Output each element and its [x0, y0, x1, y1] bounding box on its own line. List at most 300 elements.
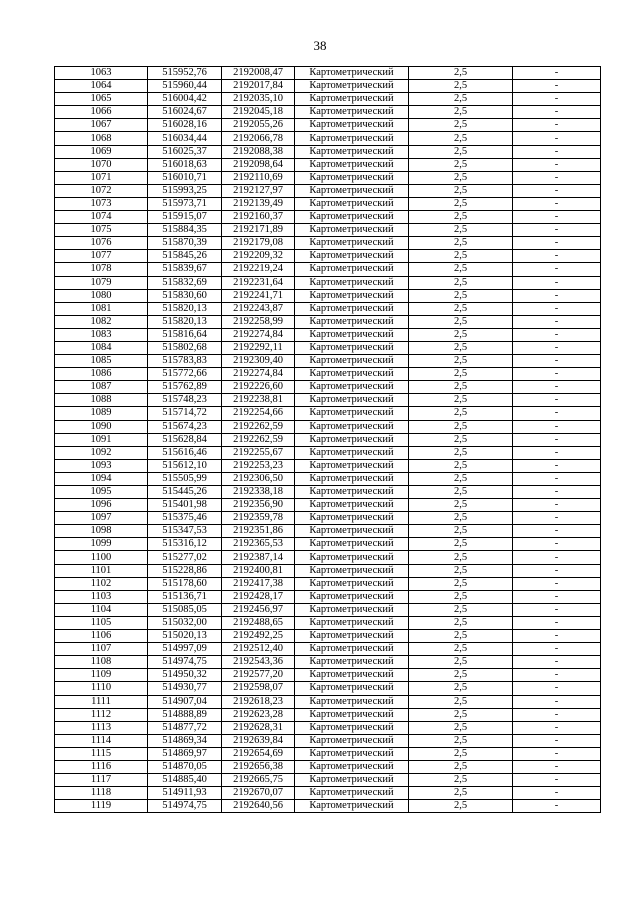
accuracy-cell: 2,5 [409, 721, 513, 734]
table-row [55, 368, 601, 381]
accuracy-cell: 2,5 [409, 355, 513, 368]
method-cell: Картометрический [295, 67, 409, 80]
point-number-cell: 1077 [55, 250, 148, 263]
y-coordinate-cell: 2192274,84 [222, 368, 295, 381]
x-coordinate-cell: 514869,34 [148, 734, 222, 747]
method-cell: Картометрический [295, 211, 409, 224]
x-coordinate-cell: 516024,67 [148, 106, 222, 119]
method-cell: Картометрический [295, 643, 409, 656]
y-coordinate-cell: 2192066,78 [222, 132, 295, 145]
y-coordinate-cell: 2192359,78 [222, 512, 295, 525]
x-coordinate-cell: 515375,46 [148, 512, 222, 525]
table-row [55, 708, 601, 721]
accuracy-cell: 2,5 [409, 263, 513, 276]
table-row [55, 315, 601, 328]
x-coordinate-cell: 515870,39 [148, 237, 222, 250]
table-row [55, 800, 601, 813]
x-coordinate-cell: 516004,42 [148, 93, 222, 106]
x-coordinate-cell: 514974,75 [148, 656, 222, 669]
accuracy-cell: 2,5 [409, 224, 513, 237]
method-cell: Картометрический [295, 577, 409, 590]
x-coordinate-cell: 515612,10 [148, 459, 222, 472]
accuracy-cell: 2,5 [409, 787, 513, 800]
y-coordinate-cell: 2192640,56 [222, 800, 295, 813]
description-cell: - [513, 197, 601, 210]
x-coordinate-cell: 515820,13 [148, 315, 222, 328]
accuracy-cell: 2,5 [409, 512, 513, 525]
method-cell: Картометрический [295, 656, 409, 669]
x-coordinate-cell: 514950,32 [148, 669, 222, 682]
y-coordinate-cell: 2192262,59 [222, 420, 295, 433]
point-number-cell: 1080 [55, 289, 148, 302]
table-row [55, 67, 601, 80]
description-cell: - [513, 486, 601, 499]
accuracy-cell: 2,5 [409, 184, 513, 197]
description-cell: - [513, 616, 601, 629]
method-cell: Картометрический [295, 341, 409, 354]
accuracy-cell: 2,5 [409, 551, 513, 564]
method-cell: Картометрический [295, 538, 409, 551]
accuracy-cell: 2,5 [409, 590, 513, 603]
accuracy-cell: 2,5 [409, 616, 513, 629]
y-coordinate-cell: 2192055,26 [222, 119, 295, 132]
description-cell: - [513, 630, 601, 643]
point-number-cell: 1089 [55, 407, 148, 420]
table-row [55, 787, 601, 800]
description-cell: - [513, 224, 601, 237]
y-coordinate-cell: 2192110,69 [222, 171, 295, 184]
table-row [55, 525, 601, 538]
description-cell: - [513, 368, 601, 381]
method-cell: Картометрический [295, 145, 409, 158]
table-row [55, 512, 601, 525]
method-cell: Картометрический [295, 171, 409, 184]
accuracy-cell: 2,5 [409, 630, 513, 643]
y-coordinate-cell: 2192356,90 [222, 499, 295, 512]
method-cell: Картометрический [295, 250, 409, 263]
point-number-cell: 1111 [55, 695, 148, 708]
point-number-cell: 1086 [55, 368, 148, 381]
description-cell: - [513, 774, 601, 787]
description-cell: - [513, 669, 601, 682]
table-row [55, 616, 601, 629]
point-number-cell: 1092 [55, 446, 148, 459]
y-coordinate-cell: 2192543,36 [222, 656, 295, 669]
description-cell: - [513, 276, 601, 289]
x-coordinate-cell: 515832,69 [148, 276, 222, 289]
method-cell: Картометрический [295, 551, 409, 564]
x-coordinate-cell: 515136,71 [148, 590, 222, 603]
x-coordinate-cell: 516025,37 [148, 145, 222, 158]
table-row [55, 211, 601, 224]
description-cell: - [513, 603, 601, 616]
point-number-cell: 1072 [55, 184, 148, 197]
point-number-cell: 1074 [55, 211, 148, 224]
table-row [55, 577, 601, 590]
accuracy-cell: 2,5 [409, 407, 513, 420]
table-row [55, 603, 601, 616]
method-cell: Картометрический [295, 381, 409, 394]
table-row [55, 355, 601, 368]
description-cell: - [513, 355, 601, 368]
point-number-cell: 1099 [55, 538, 148, 551]
table-row [55, 197, 601, 210]
y-coordinate-cell: 2192387,14 [222, 551, 295, 564]
table-row [55, 158, 601, 171]
x-coordinate-cell: 514885,40 [148, 774, 222, 787]
x-coordinate-cell: 516018,63 [148, 158, 222, 171]
point-number-cell: 1084 [55, 341, 148, 354]
point-number-cell: 1095 [55, 486, 148, 499]
point-number-cell: 1105 [55, 616, 148, 629]
method-cell: Картометрический [295, 263, 409, 276]
y-coordinate-cell: 2192598,07 [222, 682, 295, 695]
x-coordinate-cell: 515952,76 [148, 67, 222, 80]
table-row [55, 381, 601, 394]
table-row [55, 695, 601, 708]
y-coordinate-cell: 2192258,99 [222, 315, 295, 328]
accuracy-cell: 2,5 [409, 341, 513, 354]
method-cell: Картометрический [295, 420, 409, 433]
accuracy-cell: 2,5 [409, 472, 513, 485]
point-number-cell: 1119 [55, 800, 148, 813]
point-number-cell: 1091 [55, 433, 148, 446]
y-coordinate-cell: 2192639,84 [222, 734, 295, 747]
description-cell: - [513, 119, 601, 132]
y-coordinate-cell: 2192171,89 [222, 224, 295, 237]
table-row [55, 250, 601, 263]
y-coordinate-cell: 2192243,87 [222, 302, 295, 315]
point-number-cell: 1096 [55, 499, 148, 512]
y-coordinate-cell: 2192274,84 [222, 328, 295, 341]
table-row [55, 263, 601, 276]
method-cell: Картометрический [295, 630, 409, 643]
x-coordinate-cell: 515973,71 [148, 197, 222, 210]
point-number-cell: 1067 [55, 119, 148, 132]
table-row [55, 328, 601, 341]
accuracy-cell: 2,5 [409, 250, 513, 263]
x-coordinate-cell: 515820,13 [148, 302, 222, 315]
page-number: 38 [313, 38, 327, 53]
y-coordinate-cell: 2192309,40 [222, 355, 295, 368]
table-row [55, 630, 601, 643]
accuracy-cell: 2,5 [409, 368, 513, 381]
x-coordinate-cell: 515616,46 [148, 446, 222, 459]
y-coordinate-cell: 2192255,67 [222, 446, 295, 459]
accuracy-cell: 2,5 [409, 695, 513, 708]
description-cell: - [513, 656, 601, 669]
accuracy-cell: 2,5 [409, 643, 513, 656]
point-number-cell: 1078 [55, 263, 148, 276]
table-row [55, 132, 601, 145]
accuracy-cell: 2,5 [409, 774, 513, 787]
x-coordinate-cell: 515714,72 [148, 407, 222, 420]
description-cell: - [513, 328, 601, 341]
point-number-cell: 1113 [55, 721, 148, 734]
y-coordinate-cell: 2192577,20 [222, 669, 295, 682]
y-coordinate-cell: 2192253,23 [222, 459, 295, 472]
description-cell: - [513, 184, 601, 197]
x-coordinate-cell: 515085,05 [148, 603, 222, 616]
point-number-cell: 1116 [55, 760, 148, 773]
table-row [55, 394, 601, 407]
description-cell: - [513, 302, 601, 315]
accuracy-cell: 2,5 [409, 171, 513, 184]
x-coordinate-cell: 515960,44 [148, 80, 222, 93]
accuracy-cell: 2,5 [409, 433, 513, 446]
y-coordinate-cell: 2192292,11 [222, 341, 295, 354]
point-number-cell: 1100 [55, 551, 148, 564]
method-cell: Картометрический [295, 760, 409, 773]
table-row [55, 656, 601, 669]
accuracy-cell: 2,5 [409, 315, 513, 328]
x-coordinate-cell: 514997,09 [148, 643, 222, 656]
accuracy-cell: 2,5 [409, 211, 513, 224]
accuracy-cell: 2,5 [409, 538, 513, 551]
method-cell: Картометрический [295, 132, 409, 145]
accuracy-cell: 2,5 [409, 669, 513, 682]
method-cell: Картометрический [295, 590, 409, 603]
point-number-cell: 1081 [55, 302, 148, 315]
method-cell: Картометрический [295, 355, 409, 368]
y-coordinate-cell: 2192088,38 [222, 145, 295, 158]
x-coordinate-cell: 515347,53 [148, 525, 222, 538]
x-coordinate-cell: 514870,05 [148, 760, 222, 773]
y-coordinate-cell: 2192226,60 [222, 381, 295, 394]
y-coordinate-cell: 2192306,50 [222, 472, 295, 485]
table-row [55, 106, 601, 119]
accuracy-cell: 2,5 [409, 197, 513, 210]
y-coordinate-cell: 2192400,81 [222, 564, 295, 577]
table-row [55, 446, 601, 459]
table-row [55, 80, 601, 93]
accuracy-cell: 2,5 [409, 93, 513, 106]
point-number-cell: 1094 [55, 472, 148, 485]
accuracy-cell: 2,5 [409, 656, 513, 669]
table-row [55, 420, 601, 433]
description-cell: - [513, 67, 601, 80]
y-coordinate-cell: 2192139,49 [222, 197, 295, 210]
description-cell: - [513, 538, 601, 551]
description-cell: - [513, 643, 601, 656]
y-coordinate-cell: 2192417,38 [222, 577, 295, 590]
accuracy-cell: 2,5 [409, 760, 513, 773]
y-coordinate-cell: 2192365,53 [222, 538, 295, 551]
method-cell: Картометрический [295, 734, 409, 747]
x-coordinate-cell: 515915,07 [148, 211, 222, 224]
x-coordinate-cell: 515032,00 [148, 616, 222, 629]
description-cell: - [513, 577, 601, 590]
table-row [55, 237, 601, 250]
description-cell: - [513, 446, 601, 459]
description-cell: - [513, 512, 601, 525]
description-cell: - [513, 263, 601, 276]
y-coordinate-cell: 2192665,75 [222, 774, 295, 787]
method-cell: Картометрический [295, 564, 409, 577]
accuracy-cell: 2,5 [409, 525, 513, 538]
method-cell: Картометрический [295, 302, 409, 315]
description-cell: - [513, 734, 601, 747]
accuracy-cell: 2,5 [409, 499, 513, 512]
point-number-cell: 1065 [55, 93, 148, 106]
method-cell: Картометрический [295, 800, 409, 813]
x-coordinate-cell: 516034,44 [148, 132, 222, 145]
method-cell: Картометрический [295, 433, 409, 446]
method-cell: Картометрический [295, 682, 409, 695]
y-coordinate-cell: 2192428,17 [222, 590, 295, 603]
point-number-cell: 1117 [55, 774, 148, 787]
x-coordinate-cell: 515993,25 [148, 184, 222, 197]
x-coordinate-cell: 515802,68 [148, 341, 222, 354]
description-cell: - [513, 381, 601, 394]
x-coordinate-cell: 516010,71 [148, 171, 222, 184]
x-coordinate-cell: 514877,72 [148, 721, 222, 734]
accuracy-cell: 2,5 [409, 276, 513, 289]
accuracy-cell: 2,5 [409, 119, 513, 132]
x-coordinate-cell: 515277,02 [148, 551, 222, 564]
x-coordinate-cell: 515762,89 [148, 381, 222, 394]
x-coordinate-cell: 515884,35 [148, 224, 222, 237]
method-cell: Картометрический [295, 276, 409, 289]
point-number-cell: 1110 [55, 682, 148, 695]
accuracy-cell: 2,5 [409, 734, 513, 747]
coordinates-table-body [55, 67, 601, 813]
table-row [55, 302, 601, 315]
method-cell: Картометрический [295, 721, 409, 734]
y-coordinate-cell: 2192628,31 [222, 721, 295, 734]
table-row [55, 341, 601, 354]
description-cell: - [513, 459, 601, 472]
y-coordinate-cell: 2192098,64 [222, 158, 295, 171]
table-row [55, 538, 601, 551]
x-coordinate-cell: 515445,26 [148, 486, 222, 499]
x-coordinate-cell: 515505,99 [148, 472, 222, 485]
description-cell: - [513, 472, 601, 485]
point-number-cell: 1103 [55, 590, 148, 603]
point-number-cell: 1098 [55, 525, 148, 538]
point-number-cell: 1114 [55, 734, 148, 747]
y-coordinate-cell: 2192618,23 [222, 695, 295, 708]
description-cell: - [513, 800, 601, 813]
point-number-cell: 1079 [55, 276, 148, 289]
y-coordinate-cell: 2192127,97 [222, 184, 295, 197]
y-coordinate-cell: 2192241,71 [222, 289, 295, 302]
method-cell: Картометрический [295, 708, 409, 721]
description-cell: - [513, 420, 601, 433]
method-cell: Картометрический [295, 93, 409, 106]
point-number-cell: 1076 [55, 237, 148, 250]
table-row [55, 119, 601, 132]
point-number-cell: 1090 [55, 420, 148, 433]
table-row [55, 276, 601, 289]
description-cell: - [513, 708, 601, 721]
description-cell: - [513, 132, 601, 145]
x-coordinate-cell: 514888,89 [148, 708, 222, 721]
point-number-cell: 1071 [55, 171, 148, 184]
description-cell: - [513, 721, 601, 734]
method-cell: Картометрический [295, 472, 409, 485]
method-cell: Картометрический [295, 80, 409, 93]
x-coordinate-cell: 515178,60 [148, 577, 222, 590]
accuracy-cell: 2,5 [409, 603, 513, 616]
x-coordinate-cell: 515316,12 [148, 538, 222, 551]
description-cell: - [513, 315, 601, 328]
accuracy-cell: 2,5 [409, 67, 513, 80]
y-coordinate-cell: 2192456,97 [222, 603, 295, 616]
method-cell: Картометрический [295, 603, 409, 616]
point-number-cell: 1082 [55, 315, 148, 328]
accuracy-cell: 2,5 [409, 302, 513, 315]
accuracy-cell: 2,5 [409, 800, 513, 813]
accuracy-cell: 2,5 [409, 158, 513, 171]
y-coordinate-cell: 2192654,69 [222, 747, 295, 760]
x-coordinate-cell: 515020,13 [148, 630, 222, 643]
y-coordinate-cell: 2192670,07 [222, 787, 295, 800]
table-row [55, 459, 601, 472]
method-cell: Картометрический [295, 328, 409, 341]
method-cell: Картометрический [295, 446, 409, 459]
accuracy-cell: 2,5 [409, 577, 513, 590]
accuracy-cell: 2,5 [409, 747, 513, 760]
y-coordinate-cell: 2192179,08 [222, 237, 295, 250]
y-coordinate-cell: 2192045,18 [222, 106, 295, 119]
y-coordinate-cell: 2192488,65 [222, 616, 295, 629]
table-row [55, 721, 601, 734]
table-row [55, 590, 601, 603]
description-cell: - [513, 760, 601, 773]
method-cell: Картометрический [295, 394, 409, 407]
accuracy-cell: 2,5 [409, 459, 513, 472]
description-cell: - [513, 590, 601, 603]
method-cell: Картометрический [295, 315, 409, 328]
description-cell: - [513, 747, 601, 760]
accuracy-cell: 2,5 [409, 394, 513, 407]
x-coordinate-cell: 515748,23 [148, 394, 222, 407]
point-number-cell: 1097 [55, 512, 148, 525]
table-row [55, 734, 601, 747]
description-cell: - [513, 499, 601, 512]
x-coordinate-cell: 515772,66 [148, 368, 222, 381]
accuracy-cell: 2,5 [409, 145, 513, 158]
table-row [55, 171, 601, 184]
table-row [55, 643, 601, 656]
description-cell: - [513, 158, 601, 171]
description-cell: - [513, 250, 601, 263]
y-coordinate-cell: 2192238,81 [222, 394, 295, 407]
point-number-cell: 1066 [55, 106, 148, 119]
point-number-cell: 1106 [55, 630, 148, 643]
x-coordinate-cell: 515783,83 [148, 355, 222, 368]
table-row [55, 774, 601, 787]
accuracy-cell: 2,5 [409, 708, 513, 721]
table-row [55, 184, 601, 197]
method-cell: Картометрический [295, 224, 409, 237]
table-row [55, 760, 601, 773]
accuracy-cell: 2,5 [409, 328, 513, 341]
y-coordinate-cell: 2192492,25 [222, 630, 295, 643]
point-number-cell: 1069 [55, 145, 148, 158]
description-cell: - [513, 145, 601, 158]
method-cell: Картометрический [295, 525, 409, 538]
description-cell: - [513, 433, 601, 446]
table-row [55, 145, 601, 158]
x-coordinate-cell: 515401,98 [148, 499, 222, 512]
x-coordinate-cell: 515816,64 [148, 328, 222, 341]
description-cell: - [513, 407, 601, 420]
point-number-cell: 1108 [55, 656, 148, 669]
y-coordinate-cell: 2192160,37 [222, 211, 295, 224]
description-cell: - [513, 564, 601, 577]
